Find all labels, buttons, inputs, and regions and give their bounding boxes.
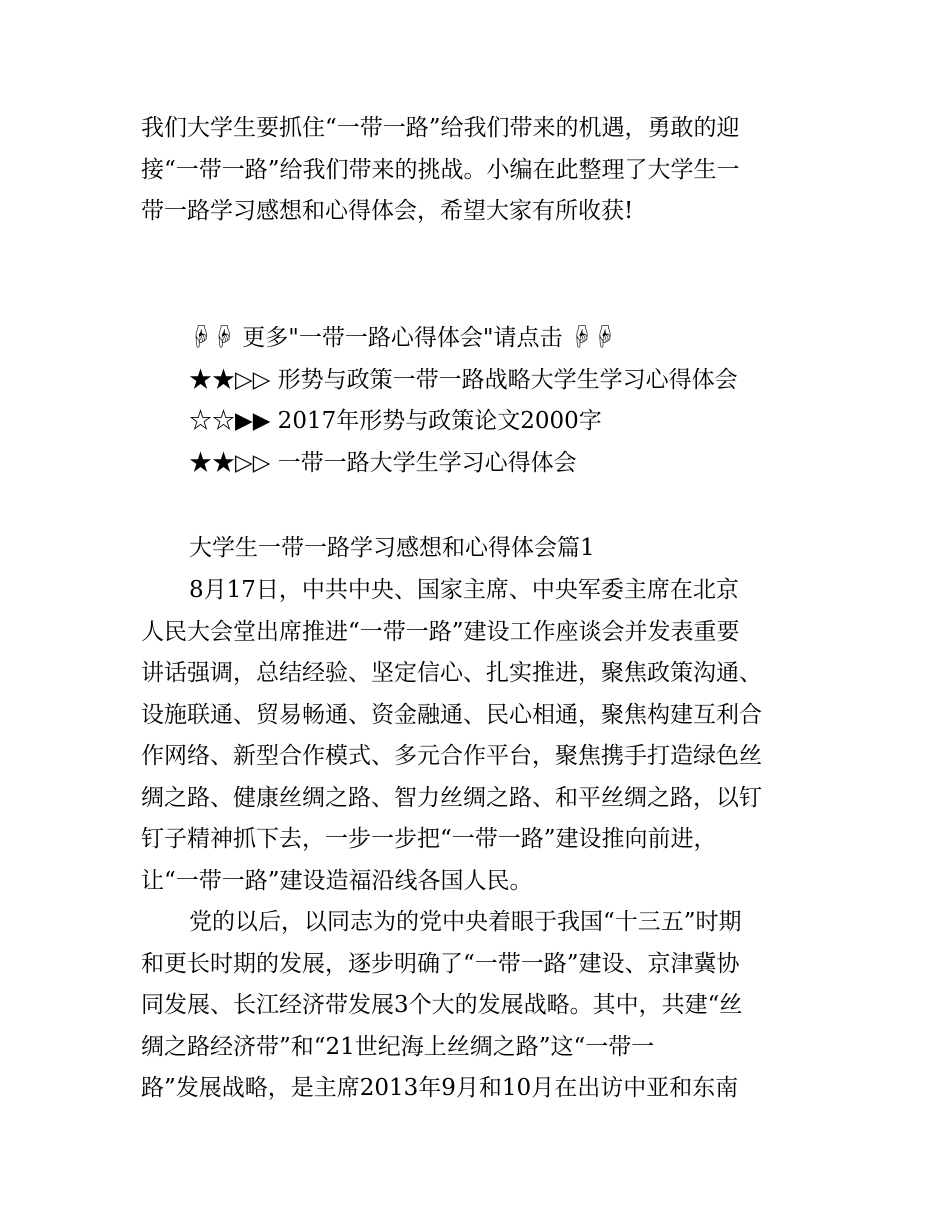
article-heading: 大学生一带一路学习感想和心得体会篇1	[189, 535, 595, 561]
paragraph-line: 和更长时期的发展，逐步明确了“一带一路”建设、京津冀协	[141, 950, 740, 977]
more-links-section	[141, 318, 821, 484]
paragraph-line: 设施联通、贸易畅通、资金融通、民心相通，聚焦构建互利合	[141, 701, 762, 728]
paragraph-line: 作网络、新型合作模式、多元合作平台，聚焦携手打造绿色丝	[141, 743, 762, 769]
intro-line: 接“一带一路”给我们带来的挑战。小编在此整理了大学生一	[141, 156, 740, 183]
paragraph-line: 讲话强调，总结经验、坚定信心、扎实推进，聚焦政策沟通、	[141, 660, 762, 686]
article-paragraph-1	[141, 570, 821, 902]
paragraph-line: 同发展、长江经济带发展3个大的发展战略。其中，共建“丝	[141, 992, 743, 1018]
more-links-header: ☟☟ 更多"一带一路心得体会"请点击 ☟☟	[189, 325, 616, 351]
article-paragraph-2	[141, 902, 821, 1110]
paragraph-line: 党的以后，以同志为的党中央着眼于我国“十三五”时期	[189, 909, 742, 935]
paragraph-line: 让“一带一路”建设造福沿线各国人民。	[141, 867, 533, 894]
intro-line: 带一路学习感想和心得体会，希望大家有所收获!	[141, 198, 634, 224]
article-heading-block	[141, 528, 821, 570]
link-item[interactable]: ★★▷▷ 形势与政策一带一路战略大学生学习心得体会	[189, 366, 738, 393]
paragraph-line: 绸之路经济带”和“21世纪海上丝绸之路”这“一带一	[141, 1033, 655, 1060]
paragraph-line: 路”发展战略，是主席2013年9月和10月在出访中亚和东南	[141, 1075, 739, 1101]
link-item[interactable]: ☆☆▶▶ 2017年形势与政策论文2000字	[189, 408, 602, 434]
intro-paragraph	[141, 108, 821, 233]
intro-line: 我们大学生要抓住“一带一路”给我们带来的机遇，勇敢的迎	[141, 115, 740, 141]
link-item[interactable]: ★★▷▷ 一带一路大学生学习心得体会	[189, 449, 577, 476]
paragraph-line: 人民大会堂出席推进“一带一路”建设工作座谈会并发表重要	[141, 618, 740, 645]
paragraph-line: 8月17日，中共中央、国家主席、中央军委主席在北京	[189, 577, 739, 603]
paragraph-line: 钉子精神抓下去，一步一步把“一带一路”建设推向前进，	[141, 826, 717, 852]
paragraph-line: 绸之路、健康丝绸之路、智力丝绸之路、和平丝绸之路，以钉	[141, 784, 762, 811]
